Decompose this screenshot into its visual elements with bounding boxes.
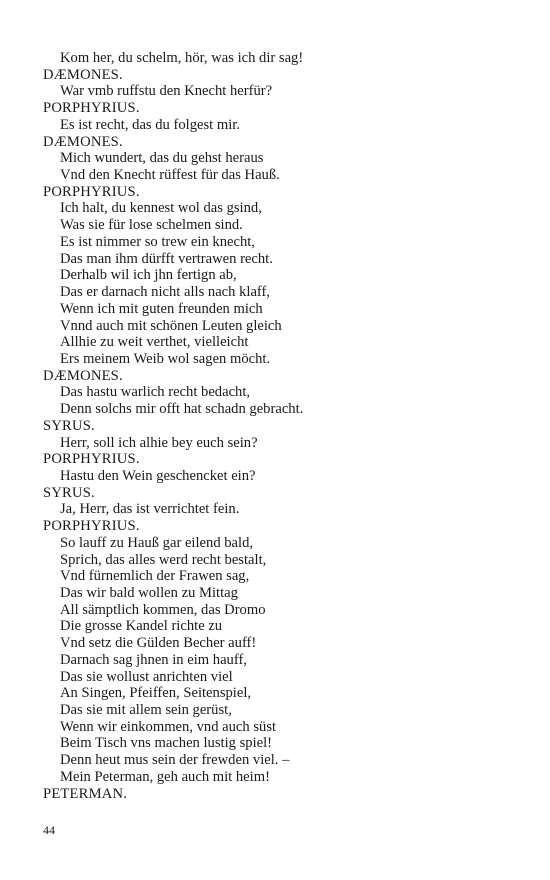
speaker-name: DÆMONES.: [43, 66, 123, 83]
verse-line: War vmb ruffstu den Knecht herfür?: [60, 83, 273, 100]
verse-line: Was sie für lose schelmen sind.: [60, 217, 243, 234]
verse-line: Vnd den Knecht rüffest für das Hauß.: [60, 167, 280, 184]
verse-line: Herr, soll ich alhie bey euch sein?: [60, 434, 258, 451]
verse-line: Es ist recht, das du folgest mir.: [60, 116, 240, 133]
verse-line: Ja, Herr, das ist verrichtet fein.: [60, 501, 240, 518]
verse-line: Mich wundert, das du gehst heraus: [60, 150, 264, 167]
speaker-name: PORPHYRIUS.: [43, 183, 140, 200]
speaker-name: PORPHYRIUS.: [43, 451, 140, 468]
speaker-name: SYRUS.: [43, 484, 95, 501]
verse-line: Das hastu warlich recht bedacht,: [60, 384, 251, 401]
verse-line: Wenn wir einkommen, vnd auch süst: [60, 718, 277, 735]
verse-line: An Singen, Pfeiffen, Seitenspiel,: [60, 685, 252, 702]
verse-line: Ers meinem Weib wol sagen möcht.: [60, 350, 271, 367]
verse-line: Kom her, du schelm, hör, was ich dir sag!: [60, 50, 304, 66]
verse-line: Die grosse Kandel richte zu: [60, 618, 223, 635]
verse-line: All sämptlich kommen, das Dromo: [60, 601, 266, 618]
play-text: [43, 50, 513, 802]
verse-line: Denn solchs mir offt hat schadn gebracht.: [60, 401, 304, 418]
verse-line: Sprich, das alles werd recht bestalt,: [60, 551, 267, 568]
verse-line: Denn heut mus sein der frewden viel. –: [60, 752, 290, 769]
verse-line: Das sie wollust anrichten viel: [60, 668, 233, 685]
speaker-name: DÆMONES.: [43, 367, 123, 384]
verse-line: Das er darnach nicht alls nach klaff,: [60, 284, 271, 301]
verse-line: Hastu den Wein geschencket ein?: [60, 467, 256, 484]
verse-line: Wenn ich mit guten freunden mich: [60, 300, 263, 317]
verse-line: Das sie mit allem sein gerüst,: [60, 702, 232, 719]
verse-line: Das man ihm dürfft vertrawen recht.: [60, 250, 273, 267]
verse-line: Vnd fürnemlich der Frawen sag,: [60, 568, 250, 585]
verse-line: Vnnd auch mit schönen Leuten gleich: [60, 317, 282, 334]
verse-line: So lauff zu Hauß gar eilend bald,: [60, 534, 254, 551]
verse-line: Darnach sag jhnen in eim hauff,: [60, 651, 247, 668]
verse-line: Allhie zu weit verthet, vielleicht: [60, 334, 249, 351]
speaker-name: PORPHYRIUS.: [43, 100, 140, 117]
verse-line: Es ist nimmer so trew ein knecht,: [60, 233, 255, 250]
verse-line: Mein Peterman, geh auch mit heim!: [60, 768, 270, 785]
speaker-name: PETERMAN.: [43, 785, 128, 802]
verse-line: Derhalb wil ich jhn fertign ab,: [60, 267, 237, 284]
speaker-name: PORPHYRIUS.: [43, 518, 140, 535]
speaker-name: DÆMONES.: [43, 133, 123, 150]
verse-line: Ich halt, du kennest wol das gsind,: [60, 200, 262, 217]
page-number: 44: [43, 823, 55, 837]
verse-line: Beim Tisch vns machen lustig spiel!: [60, 735, 273, 752]
speaker-name: SYRUS.: [43, 417, 95, 434]
verse-line: Das wir bald wollen zu Mittag: [60, 585, 238, 601]
verse-line: Vnd setz die Gülden Becher auff!: [60, 635, 257, 652]
